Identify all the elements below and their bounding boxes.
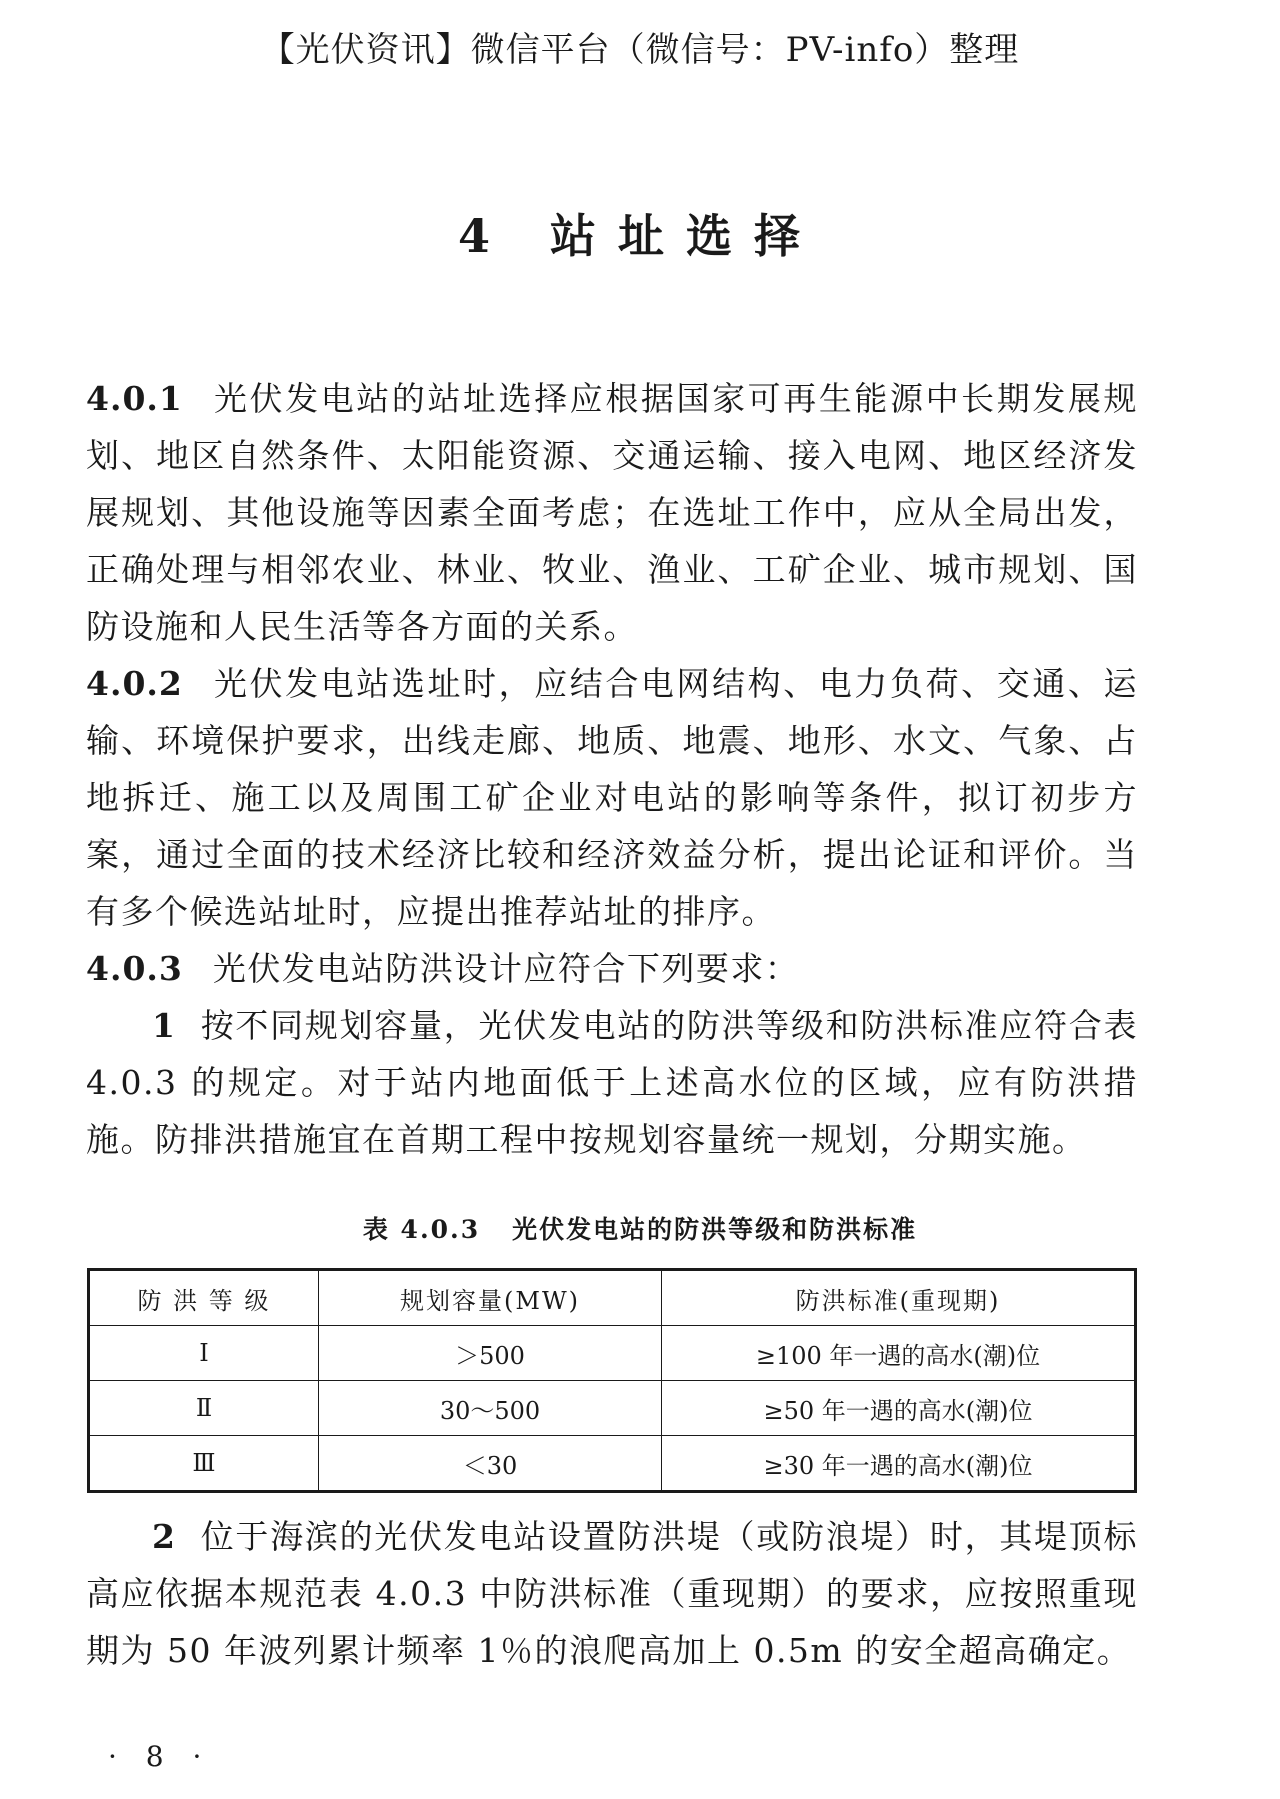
cell-capacity: ＜30 (319, 1436, 662, 1492)
item-number: 1 (152, 1006, 177, 1045)
clause-text: 光伏发电站防洪设计应符合下列要求： (212, 949, 800, 988)
clause-number: 4.0.3 (86, 949, 183, 988)
cell-standard: ≥100 年一遇的高水(潮)位 (662, 1326, 1136, 1381)
cell-capacity: 30～500 (319, 1381, 662, 1436)
cell-standard: ≥50 年一遇的高水(潮)位 (662, 1381, 1136, 1436)
body-section-1 (86, 370, 1138, 1168)
table-caption (0, 1210, 1280, 1246)
table-caption-title: 光伏发电站的防洪等级和防洪标准 (512, 1215, 918, 1244)
clause-4-0-2 (86, 655, 1138, 940)
item-text: 按不同规划容量，光伏发电站的防洪等级和防洪标准应符合表 4.0.3 的规定。对于站内地面低于上述高水位的区域，应有防洪措施。防排洪措施宜在首期工程中按规划容量统一规划，分期实施。 (86, 1006, 1138, 1159)
item-number: 2 (152, 1517, 177, 1556)
item-text: 位于海滨的光伏发电站设置防洪堤（或防浪堤）时，其堤顶标高应依据本规范表 4.0.3 中防洪标准（重现期）的要求，应按照重现期为 50 年波列累计频率 1％的浪爬高加上 0.5m 的安全超高确定。 (86, 1517, 1138, 1670)
header-grade: 防 洪 等 级 (89, 1270, 319, 1326)
clause-text: 光伏发电站选址时，应结合电网结构、电力负荷、交通、运输、环境保护要求，出线走廊、地质、地震、地形、水文、气象、占地拆迁、施工以及周围工矿企业对电站的影响等条件，拟订初步方案，通过全面的技术经济比较和经济效益分析，提出论证和评价。当有多个候选站址时，应提出推荐站址的排序。 (86, 664, 1138, 931)
table-header-row (89, 1270, 1136, 1326)
body-section-2 (86, 1508, 1138, 1679)
cell-grade: Ⅱ (89, 1381, 319, 1436)
item-1 (86, 997, 1138, 1168)
cell-capacity: ＞500 (319, 1326, 662, 1381)
chapter-title: 4 站址选择 (457, 209, 823, 263)
clause-number: 4.0.1 (86, 379, 183, 418)
page-number: · 8 · (108, 1740, 212, 1773)
header-capacity: 规划容量(MW) (319, 1270, 662, 1326)
cell-standard: ≥30 年一遇的高水(潮)位 (662, 1436, 1136, 1492)
item-2 (86, 1508, 1138, 1679)
watermark-header: 【光伏资讯】微信平台（微信号：PV-info）整理 (260, 30, 1020, 70)
clause-number: 4.0.2 (86, 664, 183, 703)
cell-grade: Ⅰ (89, 1326, 319, 1381)
clause-4-0-3 (86, 940, 1138, 997)
clause-4-0-1 (86, 370, 1138, 655)
flood-standard-table (87, 1268, 1137, 1493)
table-row (89, 1381, 1136, 1436)
clause-text: 光伏发电站的站址选择应根据国家可再生能源中长期发展规划、地区自然条件、太阳能资源、交通运输、接入电网、地区经济发展规划、其他设施等因素全面考虑；在选址工作中，应从全局出发，正确处理与相邻农业、林业、牧业、渔业、工矿企业、城市规划、国防设施和人民生活等各方面的关系。 (86, 379, 1138, 646)
table-caption-number: 表 4.0.3 (362, 1215, 481, 1244)
table-row (89, 1436, 1136, 1492)
header-standard: 防洪标准(重现期) (662, 1270, 1136, 1326)
cell-grade: Ⅲ (89, 1436, 319, 1492)
table-row (89, 1326, 1136, 1381)
